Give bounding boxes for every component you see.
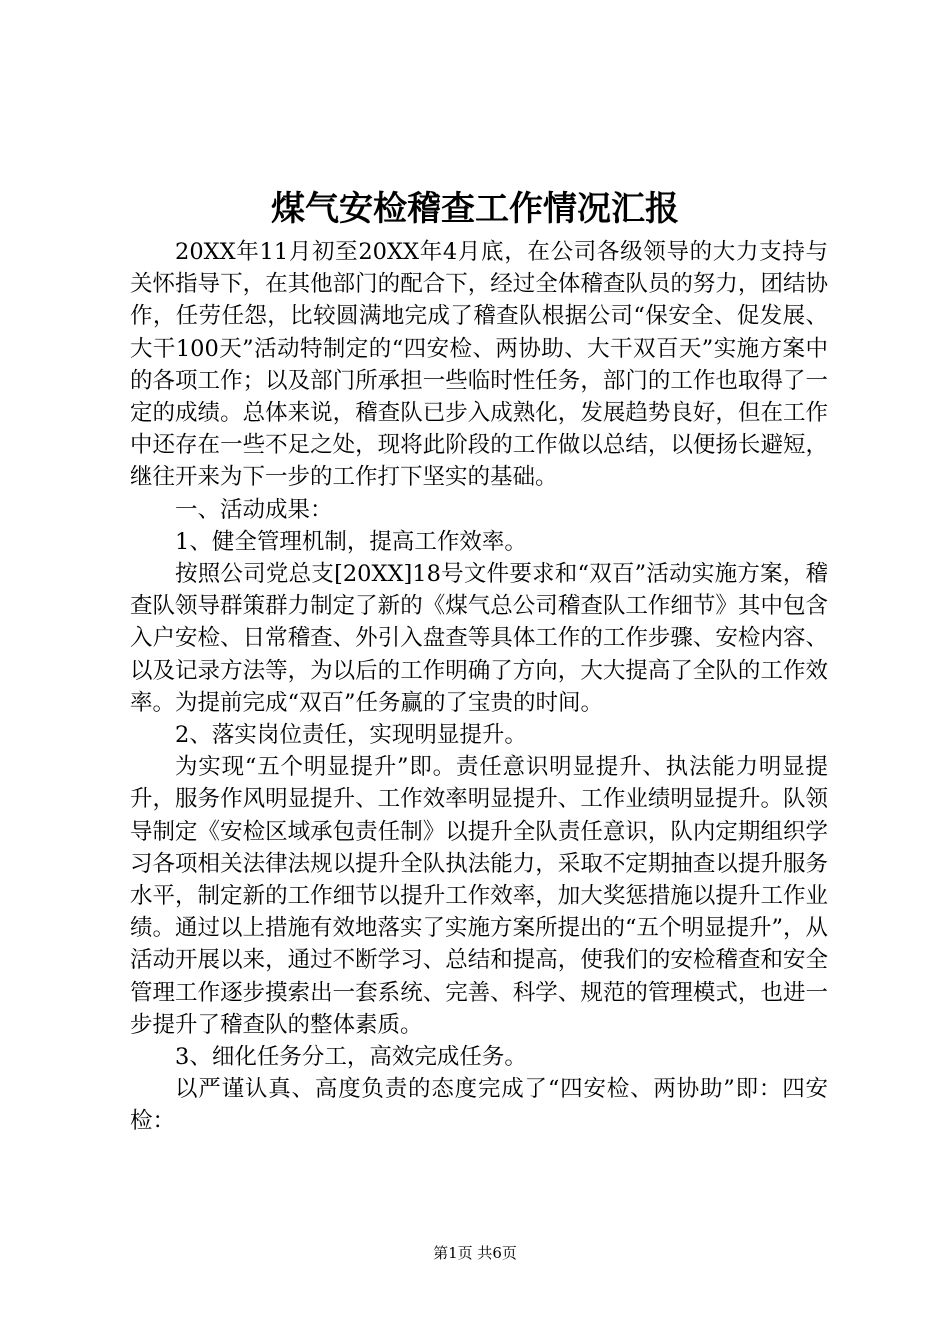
subheading-3: 3、细化任务分工，高效完成任务。	[175, 1044, 527, 1071]
paragraph-1: 按照公司党总支[20XX]18号文件要求和“双百”活动实施方案，稽查队领导群策群力制定了新的《煤气总公司稽查队工作细节》其中包含入户安检、日常稽查、外引入盘查等具体工作的工作步骤、安检内容、以及记录方法等，为以后的工作明确了方向，大大提高了全队的工作效率。为提前完成“双百”任务赢的了宝贵的时间。	[130, 561, 828, 716]
subheading-1: 1、健全管理机制，提高工作效率。	[175, 528, 527, 555]
paragraph-intro: 20XX年11月初至20XX年4月底，在公司各级领导的大力支持与关怀指导下，在其他部门的配合下，经过全体稽查队员的努力，团结协作，任劳任怨，比较圆满地完成了稽查队根据公司“保安全、促发展、大干100天”活动特制定的“四安检、两协助、大干双百天”实施方案中的各项工作；以及部门所承担一些临时性任务，部门的工作也取得了一定的成绩。总体来说，稽查队已步入成熟化，发展趋势良好，但在工作中还存在一些不足之处，现将此阶段的工作做以总结，以便扬长避短，继往开来为下一步的工作打下坚实的基础。	[130, 239, 828, 491]
subheading-2: 2、落实岗位责任，实现明显提升。	[175, 722, 527, 749]
document-body	[130, 236, 828, 1138]
section-heading-results: 一、活动成果：	[175, 496, 333, 523]
paragraph-3: 以严谨认真、高度负责的态度完成了“四安检、两协助”即：四安检：	[130, 1076, 828, 1135]
page-footer: 第1页 共6页	[433, 1244, 517, 1262]
paragraph-2: 为实现“五个明显提升”即。责任意识明显提升、执法能力明显提升，服务作风明显提升、工作效率明显提升、工作业绩明显提升。队领导制定《安检区域承包责任制》以提升全队责任意识，队内定期组织学习各项相关法律法规以提升全队执法能力，采取不定期抽查以提升服务水平，制定新的工作细节以提升工作效率，加大奖惩措施以提升工作业绩。通过以上措施有效地落实了实施方案所提出的“五个明显提升”，从活动开展以来，通过不断学习、总结和提高，使我们的安检稽查和安全管理工作逐步摸索出一套系统、完善、科学、规范的管理模式，也进一步提升了稽查队的整体素质。	[130, 754, 829, 1038]
document-title: 煤气安检稽查工作情况汇报	[271, 189, 679, 229]
